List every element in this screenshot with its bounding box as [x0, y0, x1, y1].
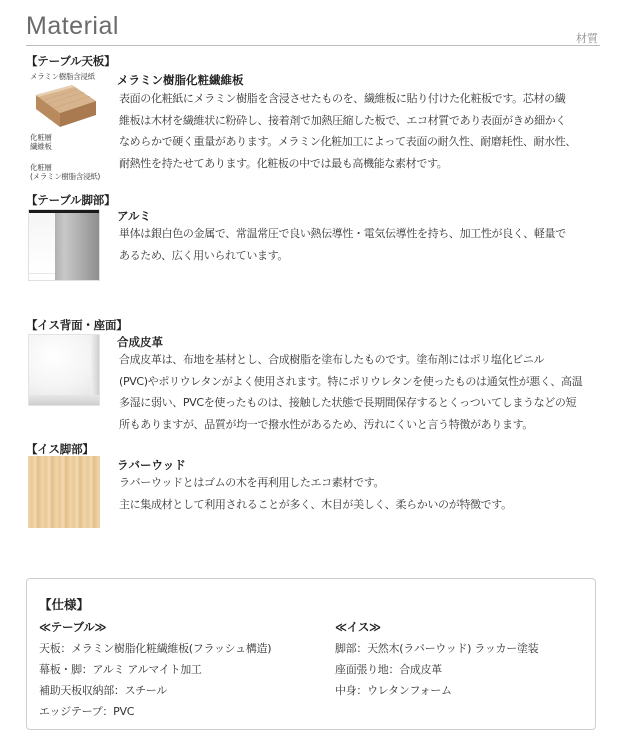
leather-surface	[29, 335, 100, 397]
description-line: ラバーウッドとはゴムの木を再利用したエコ素材です。	[119, 476, 385, 489]
spec-item: 座面張り地：合成皮革	[335, 663, 442, 676]
diagram-label-melamine: メラミン樹脂含浸紙	[30, 72, 95, 81]
spec-column-chair	[335, 617, 538, 701]
aluminum-photo	[28, 209, 100, 281]
material-name-synthetic-leather: 合成皮革	[117, 335, 163, 349]
header-divider	[26, 45, 600, 46]
page-header	[26, 12, 600, 46]
rubberwood-photo	[28, 456, 100, 528]
aluminum-bar	[55, 210, 100, 281]
spec-box	[26, 578, 596, 730]
material-description-aluminum	[119, 223, 566, 266]
laminate-layers-icon	[28, 81, 100, 139]
spec-heading-chair: ≪イス≫	[335, 620, 381, 634]
description-line: 主に集成材として利用されることが多く、木目が美しく、柔らかいのが特徴です。	[119, 497, 512, 511]
section-label-table-legs: 【テーブル脚部】	[26, 193, 116, 207]
material-name-aluminum: アルミ	[117, 209, 152, 223]
leather-bottom	[29, 395, 100, 405]
description-line: 耐熱性を持たせてあります。化粧板の中では最も高機能な素材です。	[119, 156, 448, 170]
material-description-rubberwood	[119, 472, 512, 515]
section-label-chair-seat: 【イス背面・座面】	[26, 318, 128, 332]
material-name-melamine: メラミン樹脂化粧繊維板	[117, 73, 244, 87]
spec-column-table	[39, 617, 271, 722]
aluminum-shadow	[29, 213, 55, 274]
spec-item: エッジテープ：PVC	[39, 705, 135, 718]
diagram-label-fiberboard: 繊維板	[30, 142, 52, 151]
material-description-synthetic-leather	[119, 349, 582, 435]
description-line: なめらかで硬く重量があります。メラミン化粧加工によって表面の耐久性、耐磨耗性、耐水性、	[119, 135, 577, 148]
page-subtitle: 材質	[576, 32, 598, 45]
spec-heading-table: ≪テーブル≫	[39, 620, 107, 634]
description-line: あるため、広く用いられています。	[119, 248, 289, 262]
spec-item: 幕板・脚：アルミ アルマイト加工	[39, 663, 202, 676]
description-line: 表面の化粧紙にメラミン樹脂を含浸させたものを、繊維板に貼り付けた化粧板です。芯材の繊	[119, 92, 566, 105]
description-line: 維板は木材を繊維状に粉砕し、接着剤で加熱圧縮した板で、エコ材質であり表面がきめ細かく	[119, 113, 567, 127]
diagram-label-melamine-2: (メラミン樹脂含浸紙)	[30, 172, 101, 181]
spec-item: 補助天板収納部：スチール	[39, 684, 167, 697]
description-line: 多湿に弱い、PVCを使ったものは、接触した状態で長期間保存するとくっついてしまうなどの短	[119, 396, 577, 409]
description-line: (PVC)やポリウレタンがよく使用されます。特にポリウレタンを使ったものは通気性が悪く、高温	[119, 374, 583, 388]
section-label-table-top: 【テーブル天板】	[26, 54, 116, 68]
material-description-melamine	[119, 88, 576, 174]
spec-item: 天板：メラミン樹脂化粧繊維板(フラッシュ構造)	[39, 642, 272, 655]
aluminum-top-edge	[29, 210, 100, 213]
page-title: Material	[26, 12, 119, 40]
material-name-rubberwood: ラバーウッド	[117, 458, 186, 472]
description-line: 単体は銀白色の金属で、常温常圧で良い熱伝導性・電気伝導性を持ち、加工性が良く、軽量で	[119, 227, 566, 240]
diagram-label-surface-layer-2: 化粧層	[30, 163, 52, 172]
spec-item: 中身：ウレタンフォーム	[335, 684, 452, 697]
section-label-chair-legs: 【イス脚部】	[26, 442, 94, 456]
description-line: 所もありますが、品質が均一で撥水性があるため、汚れにくいと言う特徴があります。	[119, 417, 534, 431]
leather-photo	[28, 334, 100, 406]
description-line: 合成皮革は、布地を基材とし、合成樹脂を塗布したものです。塗布剤にはポリ塩化ビニル	[119, 353, 545, 366]
laminate-diagram	[28, 69, 100, 187]
spec-title: 【仕様】	[39, 597, 90, 612]
diagram-label-surface-layer: 化粧層	[30, 133, 52, 142]
spec-item: 脚部：天然木(ラバーウッド) ラッカー塗装	[335, 642, 539, 655]
